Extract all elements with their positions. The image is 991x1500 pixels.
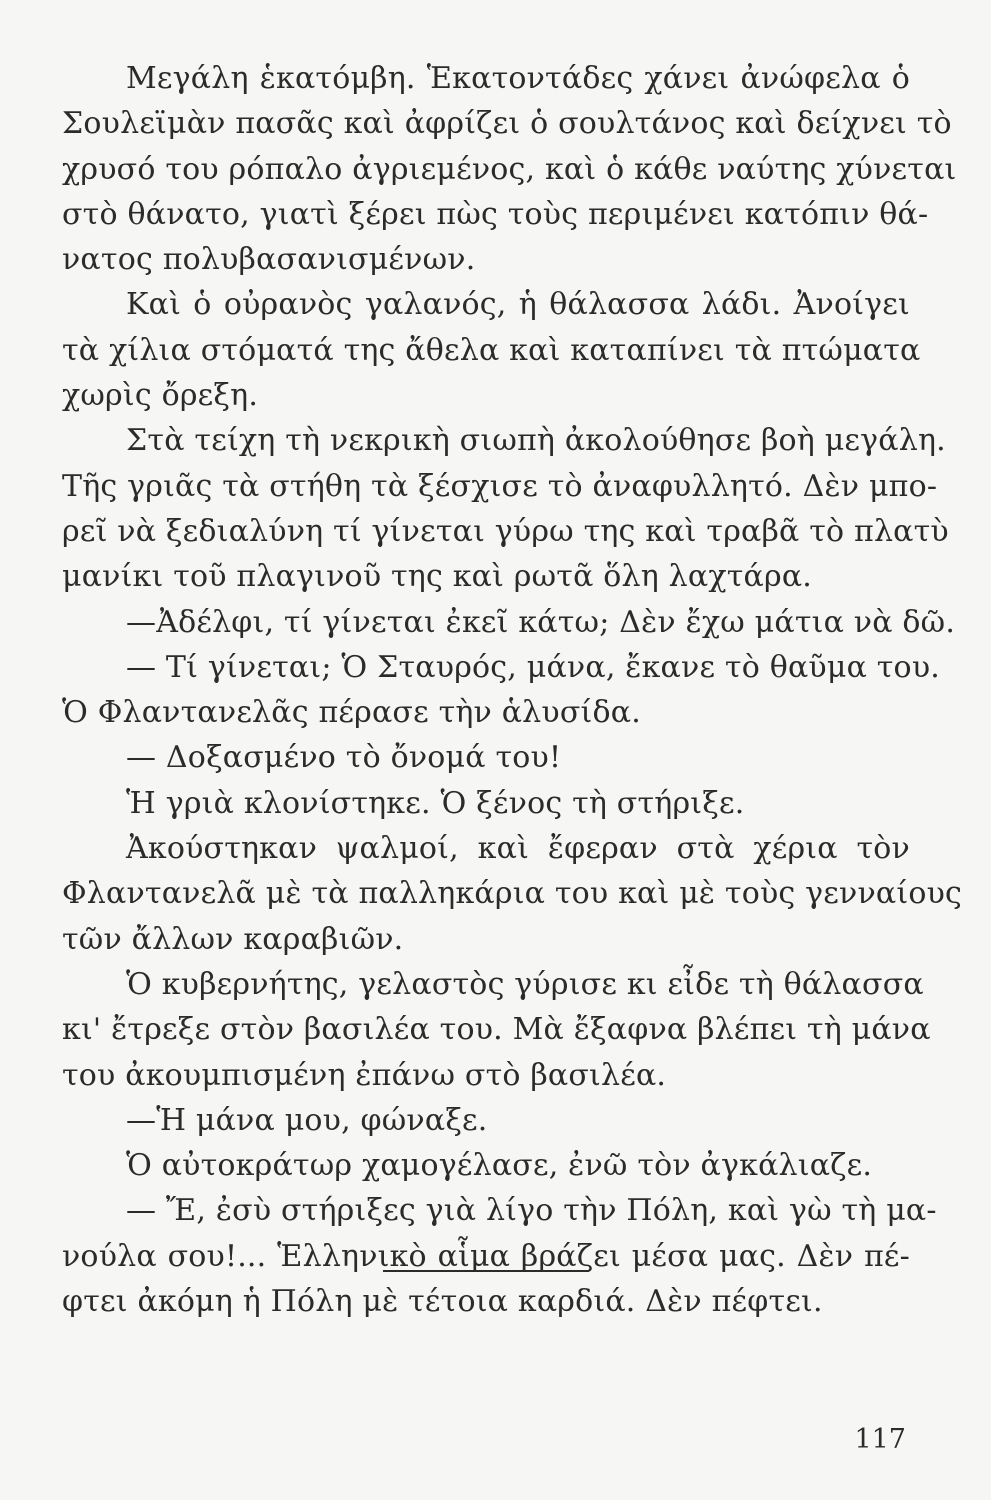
text-line: Σουλεϊμὰν πασᾶς καὶ ἀφρίζει ὁ σουλτάνος καὶ δείχνει τὸ [62,106,952,142]
text-line: Φλαντανελᾶ μὲ τὰ παλληκάρια του καὶ μὲ τοὺς γενναίους [62,876,963,912]
text-line: τῶν ἄλλων καραβιῶν. [62,921,404,957]
text-line: τὰ χίλια στόματά της ἄθελα καὶ καταπίνει τὰ πτώματα [62,332,921,368]
text-line: Ἡ γριὰ κλονίστηκε. Ὁ ξένος τὴ στήριξε. [126,785,745,821]
dialogue-line: —Ἡ μάνα μου, φώναξε. [126,1102,488,1138]
text-line: μανίκι τοῦ πλαγινοῦ της καὶ ρωτᾶ ὅλη λαχτάρα. [62,559,813,595]
dialogue-line: —Ἀδέλφι, τί γίνεται ἐκεῖ κάτω; Δὲν ἔχω μάτια νὰ δῶ. [126,604,956,640]
body-text [62,56,963,1324]
text-line: Ὁ κυβερνήτης, γελαστὸς γύρισε κι εἶδε τὴ θάλασσα [126,966,924,1002]
text-line: Στὰ τείχη τὴ νεκρικὴ σιωπὴ ἀκολούθησε βοὴ μεγάλη. [126,423,946,459]
text-line: Ἀκούστηκαν ψαλμοί, καὶ ἔφεραν στὰ χέρια τὸν [126,831,910,867]
dialogue-line: — Τί γίνεται; Ὁ Σταυρός, μάνα, ἔκανε τὸ θαῦμα του. [126,649,940,685]
text-line: Μεγάλη ἑκατόμβη. Ἑκατοντάδες χάνει ἀνώφελα ὁ [126,61,910,96]
text-line: Τῆς γριᾶς τὰ στήθη τὰ ξέσχισε τὸ ἀναφυλλητό. Δὲν μπο- [62,468,938,504]
text-line: νατος πολυβασανισμένων. [62,242,476,278]
text-line: κι' ἔτρεξε στὸν βασιλέα του. Μὰ ἔξαφνα βλέπει τὴ μάνα [62,1012,931,1048]
text-line: στὸ θάνατο, γιατὶ ξέρει πὼς τοὺς περιμένει κατόπιν θά- [62,196,929,232]
text-line: χρυσό του ρόπαλο ἀγριεμένος, καὶ ὁ κάθε ναύτης χύνεται [62,151,957,187]
section-divider [383,1270,589,1272]
text-line: Ὁ Φλαντανελᾶς πέρασε τὴν ἁλυσίδα. [62,695,641,731]
text-line: ρεῖ νὰ ξεδιαλύνη τί γίνεται γύρω της καὶ τραβᾶ τὸ πλατὺ [62,513,949,549]
text-line: Καὶ ὁ οὐρανὸς γαλανός, ἡ θάλασσα λάδι. Ἀνοίγει [126,287,910,323]
dialogue-line: — Δοξασμένο τὸ ὄνομά του! [126,740,562,776]
text-line: φτει ἀκόμη ἡ Πόλη μὲ τέτοια καρδιά. Δὲν πέφτει. [62,1284,823,1320]
text-line: χωρὶς ὄρεξη. [62,378,259,414]
text-line: νούλα σου!... Ἑλληνικὸ αἷμα βράζει μέσα μας. Δὲν πέ- [62,1238,910,1274]
text-line: του ἀκουμπισμένη ἐπάνω στὸ βασιλέα. [62,1057,667,1093]
page-number: 117 [854,1424,906,1455]
text-line: Ὁ αὐτοκράτωρ χαμογέλασε, ἐνῶ τὸν ἀγκάλιαζε. [126,1148,873,1184]
dialogue-line: — Ἔ, ἐσὺ στήριξες γιὰ λίγο τὴν Πόλη, καὶ γὼ τὴ μα- [126,1193,937,1229]
